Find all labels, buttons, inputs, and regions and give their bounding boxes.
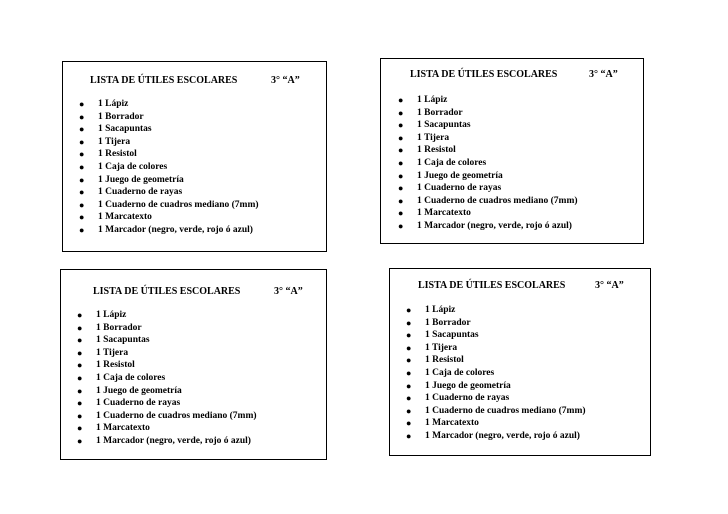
list-item: ● 1 Caja de colores [79,161,168,172]
bullet-icon: ● [406,418,412,429]
list-item: ● 1 Lápiz [77,310,127,320]
list-item: ● 1 Borrador [398,107,463,118]
supply-list [405,304,586,443]
bullet-icon: ● [79,212,85,223]
list-item: ● 1 Marcatexto [79,212,152,223]
card-title: LISTA DE ÚTILES ESCOLARES [90,75,238,86]
supply-list-card [62,61,327,252]
bullet-icon: ● [398,220,404,231]
grade-label: 3° “A” [589,69,618,80]
bullet-icon: ● [77,335,83,346]
bullet-icon: ● [77,435,83,446]
bullet-icon: ● [77,347,83,358]
list-item: ● 1 Lápiz [406,305,456,315]
list-item: ● 1 Marcatexto [406,418,479,429]
list-item: ● 1 Resistol [77,360,135,371]
list-item: ● 1 Cuaderno de rayas [398,183,502,194]
bullet-icon: ● [406,305,412,315]
bullet-icon: ● [79,174,85,185]
bullet-icon: ● [406,330,412,341]
supply-list-card [389,268,651,456]
bullet-icon: ● [77,372,83,383]
list-item: ● 1 Cuaderno de cuadros mediano (7mm) [406,405,586,416]
bullet-icon: ● [398,157,404,168]
list-item: ● 1 Marcador (negro, verde, rojo ó azul) [77,435,251,446]
list-item: ● 1 Cuaderno de cuadros mediano (7mm) [77,410,257,421]
list-item: ● 1 Marcatexto [77,423,150,434]
bullet-icon: ● [406,342,412,353]
bullet-icon: ● [79,136,85,147]
list-item: ● 1 Cuaderno de cuadros mediano (7mm) [398,195,578,206]
list-item: ● 1 Borrador [406,317,471,328]
supply-list-card [60,269,327,460]
bullet-icon: ● [77,423,83,434]
bullet-icon: ● [398,208,404,219]
bullet-icon: ● [79,199,85,210]
bullet-icon: ● [79,149,85,160]
bullet-icon: ● [406,355,412,366]
list-item: ● 1 Sacapuntas [77,335,150,346]
list-item: ● 1 Caja de colores [77,372,166,383]
bullet-icon: ● [77,360,83,371]
list-item: ● 1 Caja de colores [398,157,487,168]
list-item: ● 1 Juego de geometría [398,170,503,181]
supply-list [397,94,578,233]
supply-list-card [380,58,644,244]
bullet-icon: ● [77,398,83,409]
list-item: ● 1 Tijera [406,342,458,353]
bullet-icon: ● [398,132,404,143]
bullet-icon: ● [398,170,404,181]
grade-label: 3° “A” [274,286,303,297]
bullet-icon: ● [398,145,404,156]
list-item: ● 1 Cuaderno de rayas [406,393,510,404]
bullet-icon: ● [398,95,404,105]
bullet-icon: ● [77,322,83,333]
grade-label: 3° “A” [271,75,300,86]
list-item: ● 1 Sacapuntas [406,330,479,341]
bullet-icon: ● [79,161,85,172]
list-item: ● 1 Resistol [79,149,137,160]
card-title: LISTA DE ÚTILES ESCOLARES [418,280,566,291]
list-item: ● 1 Lápiz [79,99,129,109]
list-item: ● 1 Tijera [79,136,131,147]
list-item: ● 1 Juego de geometría [406,380,511,391]
list-item: ● 1 Tijera [77,347,129,358]
list-item: ● 1 Marcador (negro, verde, rojo ó azul) [398,220,572,231]
bullet-icon: ● [398,120,404,131]
bullet-icon: ● [406,380,412,391]
list-item: ● 1 Cuaderno de rayas [79,187,183,198]
list-item: ● 1 Marcatexto [398,208,471,219]
bullet-icon: ● [77,410,83,421]
list-item: ● 1 Caja de colores [406,367,495,378]
list-item: ● 1 Tijera [398,132,450,143]
card-title: LISTA DE ÚTILES ESCOLARES [410,69,558,80]
list-item: ● 1 Lápiz [398,95,448,105]
bullet-icon: ● [79,124,85,135]
grade-label: 3° “A” [595,280,624,291]
list-item: ● 1 Juego de geometría [79,174,184,185]
bullet-icon: ● [406,430,412,441]
bullet-icon: ● [79,187,85,198]
supply-list [76,309,257,448]
card-title: LISTA DE ÚTILES ESCOLARES [93,286,241,297]
list-item: ● 1 Marcador (negro, verde, rojo ó azul) [406,430,580,441]
list-item: ● 1 Cuaderno de rayas [77,398,181,409]
bullet-icon: ● [406,405,412,416]
bullet-icon: ● [79,99,85,109]
list-item: ● 1 Sacapuntas [79,124,152,135]
bullet-icon: ● [77,385,83,396]
list-item: ● 1 Marcador (negro, verde, rojo ó azul) [79,224,253,235]
bullet-icon: ● [79,111,85,122]
bullet-icon: ● [398,183,404,194]
bullet-icon: ● [406,393,412,404]
bullet-icon: ● [398,195,404,206]
list-item: ● 1 Resistol [398,145,456,156]
bullet-icon: ● [406,317,412,328]
list-item: ● 1 Cuaderno de cuadros mediano (7mm) [79,199,259,210]
list-item: ● 1 Borrador [79,111,144,122]
bullet-icon: ● [77,310,83,320]
bullet-icon: ● [79,224,85,235]
bullet-icon: ● [398,107,404,118]
bullet-icon: ● [406,367,412,378]
list-item: ● 1 Resistol [406,355,464,366]
supply-list [78,98,259,237]
list-item: ● 1 Sacapuntas [398,120,471,131]
list-item: ● 1 Juego de geometría [77,385,182,396]
list-item: ● 1 Borrador [77,322,142,333]
